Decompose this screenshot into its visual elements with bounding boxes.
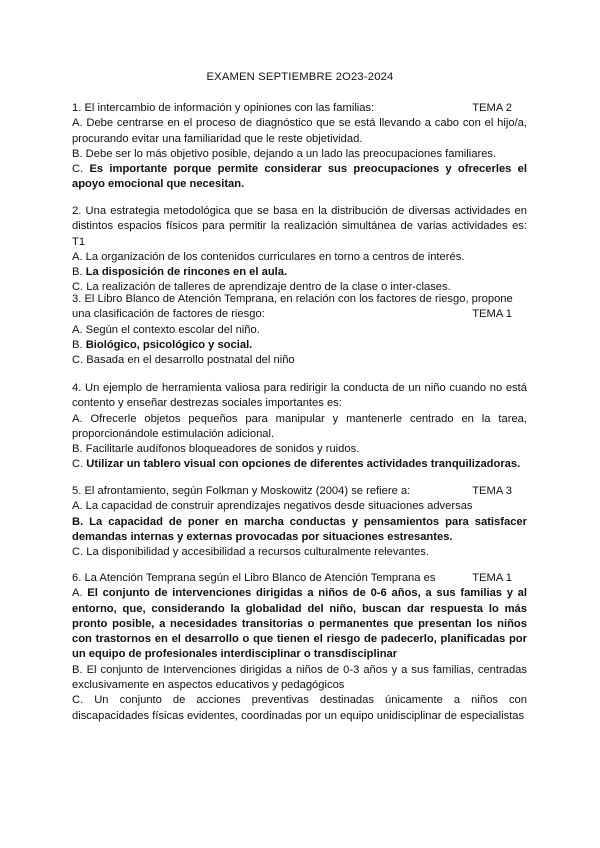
question-3-tema: TEMA 1 <box>472 308 512 321</box>
question-1 <box>72 101 527 193</box>
option-letter: B. <box>72 338 86 351</box>
question-3-stem-line-1: 3. El Libro Blanco de Atención Temprana, en relación con los factores de riesgo, propone <box>72 293 513 305</box>
question-3-option-c: C. Basada en el desarrollo postnatal del niño <box>72 354 295 367</box>
question-1-tema: TEMA 2 <box>472 102 512 114</box>
question-6-option-b: B. El conjunto de Intervenciones dirigidas a niños de 0-3 años y a sus familias, centradas exclusivamente en aspectos educativos y pedagógicos <box>72 663 527 692</box>
correct-answer: Es importante porque permite considerar sus preocupaciones y ofrecerles el apoyo emocional que necesitan. <box>72 163 528 191</box>
correct-answer: Biológico, psicológico y social. <box>85 338 253 351</box>
question-5-tema: TEMA 3 <box>472 485 512 497</box>
question-5-stem-row <box>72 484 527 499</box>
question-2 <box>72 204 527 296</box>
question-3-option-a: A. Según el contexto escolar del niño. <box>72 323 260 336</box>
question-6-stem-row <box>72 571 527 586</box>
question-6-option-c: C. Un conjunto de acciones preventivas destinadas únicamente a niños con discapacidades físicas evidentes, coordinadas por un equipo unidisciplinar de especialistas <box>72 694 527 722</box>
exam-title: EXAMEN SEPTIEMBRE 2O23-2024 <box>206 71 394 83</box>
question-5 <box>72 484 527 560</box>
question-6-tema: TEMA 1 <box>472 572 512 584</box>
question-4-option-b: B. Facilitarle audífonos bloqueadores de sonidos y ruidos. <box>72 443 360 456</box>
correct-answer: La disposición de rincones en el aula. <box>85 266 288 279</box>
question-6-option-a <box>72 586 527 662</box>
question-2-option-c: C. La realización de talleres de aprendizaje dentro de la clase o inter-clases. <box>72 281 451 294</box>
question-1-option-c <box>72 162 527 193</box>
question-2-stem: 2. Una estrategia metodológica que se basa en la distribución de diversas actividades en distintos espacios físicos para permitir la realización simultánea de varias actividades es: T1 <box>72 205 527 248</box>
correct-answer: Utilizar un tablero visual con opciones de diferentes actividades tranquilizadoras. <box>86 458 521 471</box>
question-4-stem: 4. Un ejemplo de herramienta valiosa para redirigir la conducta de un niño cuando no está contento y enseñar destrezas sociales importantes es: <box>72 382 527 410</box>
question-5-option-c: C. La disponibilidad y accesibilidad a recursos culturalmente relevantes. <box>72 546 429 559</box>
question-5-option-a: A. La capacidad de construir aprendizajes negativos desde situaciones adversas <box>72 500 473 513</box>
question-4 <box>72 381 527 473</box>
question-2-option-b <box>72 265 527 280</box>
question-3-stem-line-2: una clasificación de factores de riesgo: <box>72 308 265 321</box>
question-1-stem: 1. El intercambio de información y opiniones con las familias: <box>72 102 375 114</box>
correct-answer: El conjunto de intervenciones dirigidas a niños de 0-6 años, a sus familias y al entorno, que, considerando la globalidad del niño, buscan dar respuesta lo más pronto posible, a necesidades transitorias o permanentes que presentan los niños con trastornos en el desarrollo o que tienen el riesgo de padecerlo, planificadas por un equipo de profesionales interdisciplinar o transdisciplinar <box>72 587 527 661</box>
question-3 <box>72 292 527 368</box>
option-letter: C. <box>72 163 90 176</box>
option-letter: B. <box>72 266 86 279</box>
question-1-option-b: B. Debe ser lo más objetivo posible, dejando a un lado las preocupaciones familiares. <box>72 147 497 160</box>
question-4-option-a: A. Ofrecerle objetos pequeños para manipular y mantenerle centrado en la tarea, proporcionándole estimulación adicional. <box>72 412 527 440</box>
question-5-stem: 5. El afrontamiento, según Folkman y Moskowitz (2004) se refiere a: <box>72 485 411 497</box>
question-3-stem-row <box>72 307 527 322</box>
question-2-option-a: A. La organización de los contenidos curriculares en torno a centros de interés. <box>72 250 465 263</box>
question-1-stem-row <box>72 101 527 116</box>
option-letter: A. <box>72 587 88 600</box>
question-4-option-c <box>72 457 527 472</box>
question-1-option-a: A. Debe centrarse en el proceso de diagnóstico que se está llevando a cabo con el hijo/a, procurando evitar una familiaridad que le reste objetividad. <box>72 117 527 145</box>
option-letter: C. <box>72 458 87 471</box>
question-3-option-b <box>72 338 527 353</box>
question-6-stem: 6. La Atención Temprana según el Libro Blanco de Atención Temprana es <box>72 572 436 584</box>
question-6 <box>72 571 527 724</box>
question-5-option-b: B. La capacidad de poner en marcha conductas y pensamientos para satisfacer demandas internas y externas provocadas por situaciones estresantes. <box>72 515 527 543</box>
